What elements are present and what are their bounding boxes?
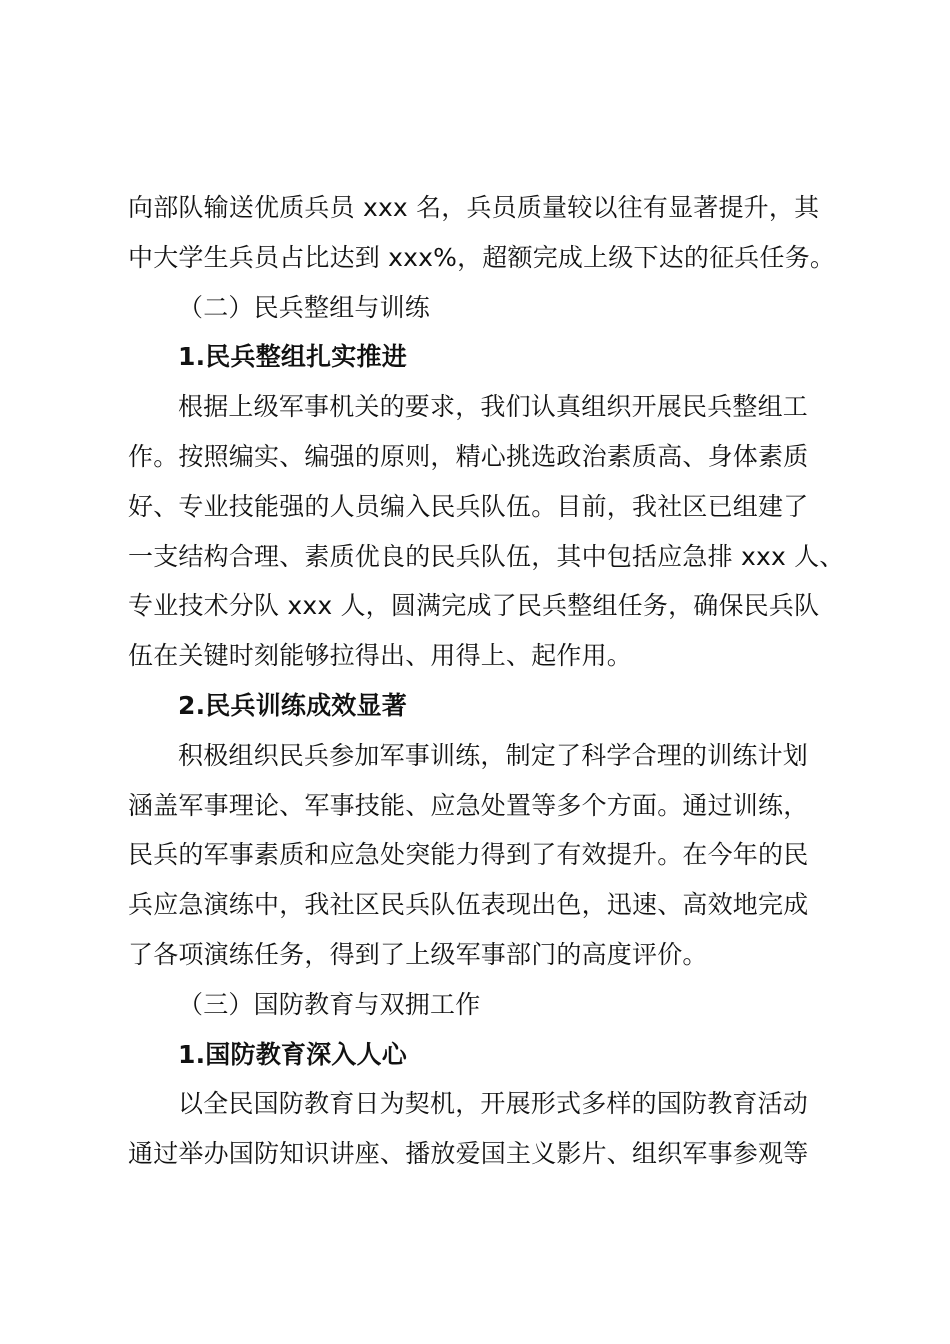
body-line: 伍在关键时刻能够拉得出、用得上、起作用。 xyxy=(128,641,633,671)
subheading: 2.民兵训练成效显著 xyxy=(178,690,407,720)
body-line: 中大学生兵员占比达到 xxx%，超额完成上级下达的征兵任务。 xyxy=(128,242,836,272)
subheading: 1.民兵整组扎实推进 xyxy=(178,342,407,372)
body-line: 专业技术分队 xxx 人，圆满完成了民兵整组任务，确保民兵队 xyxy=(128,591,820,621)
body-line: 好、专业技能强的人员编入民兵队伍。目前，我社区已组建了 xyxy=(128,491,809,521)
body-line: 一支结构合理、素质优良的民兵队伍，其中包括应急排 xxx 人、 xyxy=(128,541,845,571)
paragraph-start-line: 积极组织民兵参加军事训练，制定了科学合理的训练计划 xyxy=(178,740,809,770)
body-line: 民兵的军事素质和应急处突能力得到了有效提升。在今年的民 xyxy=(128,840,809,870)
section-heading: （二）民兵整组与训练 xyxy=(178,292,431,322)
paragraph-start-line: 根据上级军事机关的要求，我们认真组织开展民兵整组工 xyxy=(178,392,809,422)
document-body xyxy=(128,183,845,1179)
section-heading: （三）国防教育与双拥工作 xyxy=(178,989,481,1019)
body-line: 向部队输送优质兵员 xxx 名，兵员质量较以往有显著提升，其 xyxy=(128,193,820,222)
subheading: 1.国防教育深入人心 xyxy=(178,1039,407,1069)
body-line: 涵盖军事理论、军事技能、应急处置等多个方面。通过训练， xyxy=(128,790,809,820)
paragraph-start-line: 以全民国防教育日为契机，开展形式多样的国防教育活动 xyxy=(178,1089,809,1119)
body-line: 兵应急演练中，我社区民兵队伍表现出色，迅速、高效地完成 xyxy=(128,890,809,920)
body-line: 作。按照编实、编强的原则，精心挑选政治素质高、身体素质 xyxy=(128,441,809,471)
body-line: 了各项演练任务，得到了上级军事部门的高度评价。 xyxy=(128,939,708,969)
body-line: 通过举办国防知识讲座、播放爱国主义影片、组织军事参观等 xyxy=(128,1139,809,1169)
